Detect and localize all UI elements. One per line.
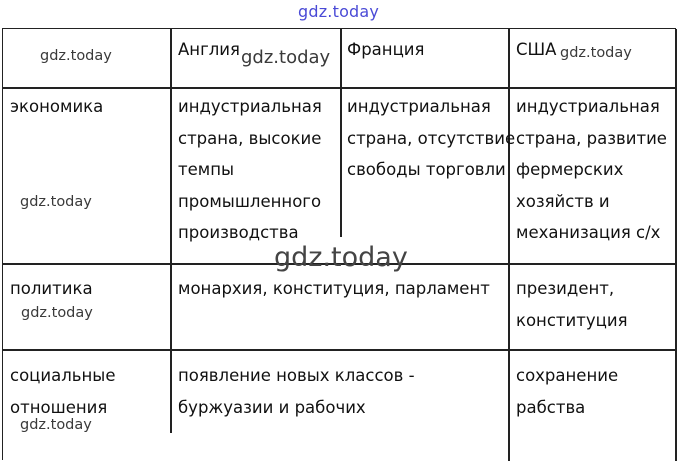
- cell-politics-usa: президент, конституция: [516, 279, 628, 330]
- row-divider-1: [3, 87, 677, 89]
- top-watermark: gdz.today: [298, 2, 380, 21]
- header-usa: США: [516, 40, 557, 59]
- row-label-politics: политика: [10, 279, 93, 298]
- cell-politics-england-france: монархия, конституция, парламент: [178, 279, 490, 298]
- row-label-social: социальные отношения: [10, 366, 116, 417]
- watermark: gdz.today: [21, 305, 93, 321]
- cell-social-usa: сохранение рабства: [516, 366, 619, 417]
- watermark: gdz.today: [20, 194, 92, 210]
- row-divider-3: [3, 349, 677, 351]
- cell-economy-france: индустриальная страна, отсутствие свободы торговли: [347, 97, 516, 179]
- cell-economy-england: индустриальная страна, высокие темпы промышленного производства: [178, 97, 322, 242]
- table-right-border: [675, 29, 677, 461]
- watermark: gdz.today: [560, 45, 632, 61]
- col-divider-2: [340, 29, 342, 237]
- header-france: Франция: [347, 40, 425, 59]
- cell-social-england-france: появление новых классов - буржуазии и рабочих: [178, 366, 415, 417]
- watermark: gdz.today: [241, 47, 331, 68]
- row-label-economy: экономика: [10, 97, 104, 116]
- col-divider-1: [170, 29, 172, 433]
- watermark: gdz.today: [20, 417, 92, 433]
- watermark: gdz.today: [40, 48, 112, 64]
- watermark: gdz.today: [274, 242, 408, 273]
- cell-economy-usa: индустриальная страна, развитие фермерских хозяйств и механизация с/х: [516, 97, 667, 242]
- header-england: Англия: [178, 40, 240, 59]
